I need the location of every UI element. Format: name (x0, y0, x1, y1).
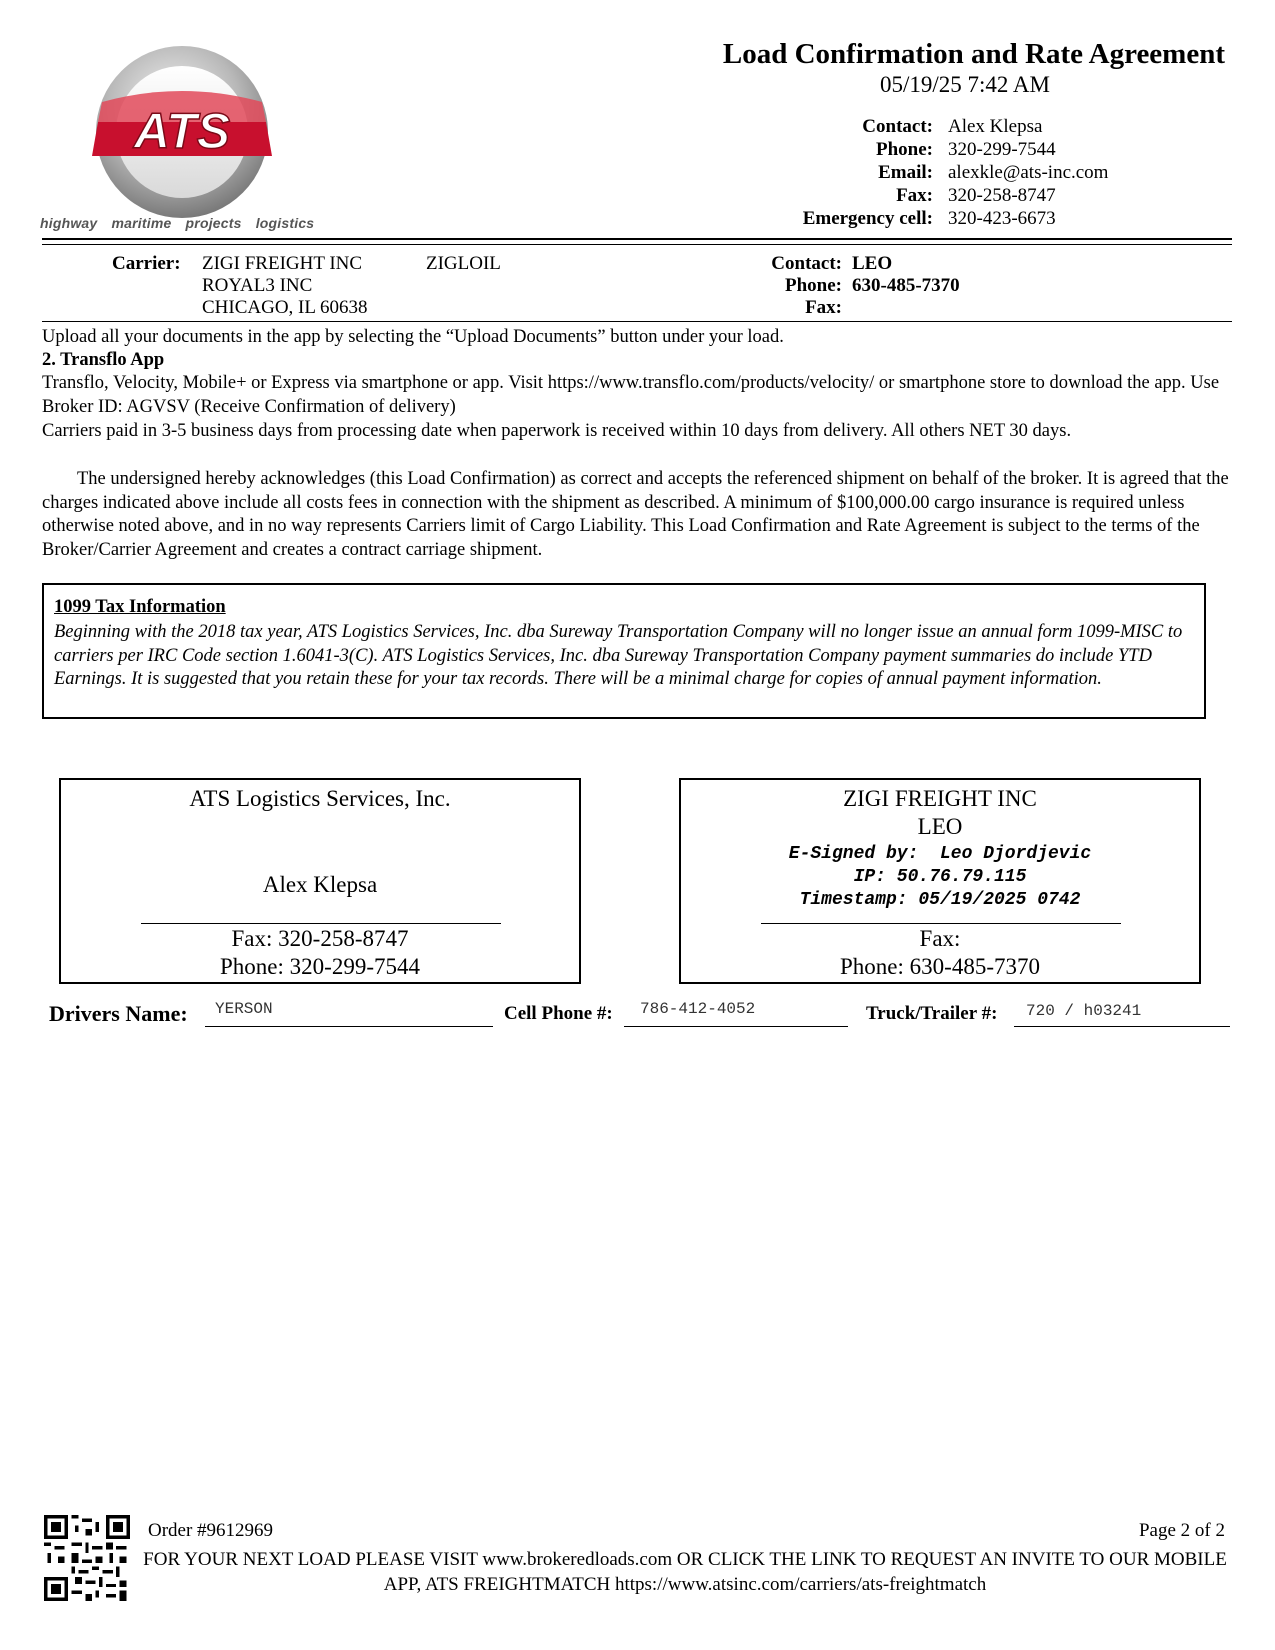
broker-signer-name: Alex Klepsa (262, 872, 378, 897)
brand-tagline: highway maritime projects logistics (40, 215, 315, 231)
tax-information-title: 1099 Tax Information (54, 597, 226, 617)
carrier-contact-value: LEO (852, 253, 893, 274)
carrier-signature-company: ZIGI FREIGHT INC (843, 786, 1037, 811)
carrier-code: ZIGLOIL (426, 253, 501, 274)
email-label: Email: (878, 162, 933, 183)
order-number: Order #9612969 (148, 1520, 274, 1541)
carrier-city: CHICAGO, IL 60638 (202, 297, 368, 318)
truck-trailer-value: 720 / h03241 (1026, 1002, 1142, 1020)
document-title: Load Confirmation and Rate Agreement (722, 38, 1225, 70)
carrier-divider (42, 321, 1232, 322)
broker-signature-box (59, 778, 581, 984)
emergency-cell-value: 320-423-6673 (948, 208, 1056, 229)
carrier-phone-label: Phone: (785, 275, 842, 296)
carrier-signature-contact: LEO (917, 814, 963, 839)
header-divider-bottom (42, 244, 1232, 245)
fax-label: Fax: (896, 185, 933, 206)
phone-label: Phone: (876, 139, 933, 160)
carrier-signature-line (761, 923, 1121, 924)
contact-label: Contact: (862, 116, 933, 137)
transflo-section-title: 2. Transflo App (42, 350, 165, 370)
page-number: Page 2 of 2 (1138, 1520, 1225, 1541)
contact-value: Alex Klepsa (948, 116, 1043, 137)
fax-value: 320-258-8747 (948, 185, 1056, 206)
ats-logo (40, 40, 340, 235)
emergency-cell-label: Emergency cell: (802, 208, 933, 229)
phone-value: 320-299-7544 (948, 139, 1056, 160)
upload-instruction: Upload all your documents in the app by selecting the “Upload Documents” button under your load. (42, 327, 784, 347)
carrier-signature-box (679, 778, 1201, 984)
esign-ip: IP: 50.76.79.115 (853, 867, 1027, 887)
cell-phone-label: Cell Phone #: (504, 1003, 613, 1024)
cell-phone-value: 786-412-4052 (640, 1000, 756, 1018)
carrier-phone-value: 630-485-7370 (852, 275, 960, 296)
esigned-by: E-Signed by: Leo Djordjevic (788, 844, 1092, 864)
carrier-name: ZIGI FREIGHT INC (202, 253, 363, 274)
payment-terms: Carriers paid in 3-5 business days from processing date when paperwork is received within 10 days from delivery. All others NET 30 days. (42, 421, 1072, 441)
driver-name-value: YERSON (215, 1000, 273, 1018)
carrier-signature-fax: Fax: (919, 926, 961, 951)
footer-message: FOR YOUR NEXT LOAD PLEASE VISIT www.brokeredloads.com OR CLICK THE LINK TO REQUEST AN INVITE TO OUR MOBILE APP, ATS FREIGHTMATCH https://www.atsinc.com/carriers/ats-freightmatch (143, 1549, 1227, 1595)
esign-timestamp: Timestamp: 05/19/2025 0742 (799, 890, 1081, 910)
document-datetime: 05/19/25 7:42 AM (880, 72, 1050, 97)
transflo-instructions: Transflo, Velocity, Mobile+ or Express via smartphone or app. Visit https://www.transflo.com/products/velocity/ or smartphone store to download the app. Use Broker ID: AGVSV (Receive Confirmation of delivery) (42, 373, 1220, 417)
qr-code-icon[interactable] (44, 1515, 130, 1601)
carrier-label: Carrier: (112, 253, 181, 274)
tax-information-body: Beginning with the 2018 tax year, ATS Logistics Services, Inc. dba Sureway Transportation Company will no longer issue an annual form 1099-MISC to carriers per IRC Code section 1.6041-3(C). ATS Logistics Services, Inc. dba Sureway Transportation Company payment summaries do include YTD Earnings. It is suggested that you retain these for your tax records. There will be a minimal charge for copies of annual payment information. (54, 622, 1183, 689)
broker-phone: Phone: 320-299-7544 (220, 954, 420, 979)
driver-name-label: Drivers Name: (49, 1001, 188, 1026)
header-divider-top (42, 238, 1232, 240)
ats-logo-text: ATS (133, 103, 231, 159)
carrier-fax-label: Fax: (805, 297, 842, 318)
broker-fax: Fax: 320-258-8747 (231, 926, 409, 951)
broker-signature-line (141, 923, 501, 924)
carrier-signature-phone: Phone: 630-485-7370 (840, 954, 1040, 979)
email-value: alexkle@ats-inc.com (948, 162, 1109, 183)
broker-company-name: ATS Logistics Services, Inc. (189, 786, 451, 811)
carrier-line2: ROYAL3 INC (202, 275, 313, 296)
carrier-contact-label: Contact: (771, 253, 842, 274)
tax-information-box (42, 583, 1206, 719)
agreement-text: The undersigned hereby acknowledges (this Load Confirmation) as correct and accepts the referenced shipment on behalf of the broker. It is agreed that the charges indicated above include all costs fees in connection with the shipment as described. A minimum of $100,000.00 cargo insurance is required unless otherwise noted above, and in no way represents Carriers limit of Cargo Liability. This Load Confirmation and Rate Agreement is subject to the terms of the Broker/Carrier Agreement and creates a contract carriage shipment. (42, 469, 1229, 560)
truck-trailer-label: Truck/Trailer #: (866, 1003, 998, 1024)
